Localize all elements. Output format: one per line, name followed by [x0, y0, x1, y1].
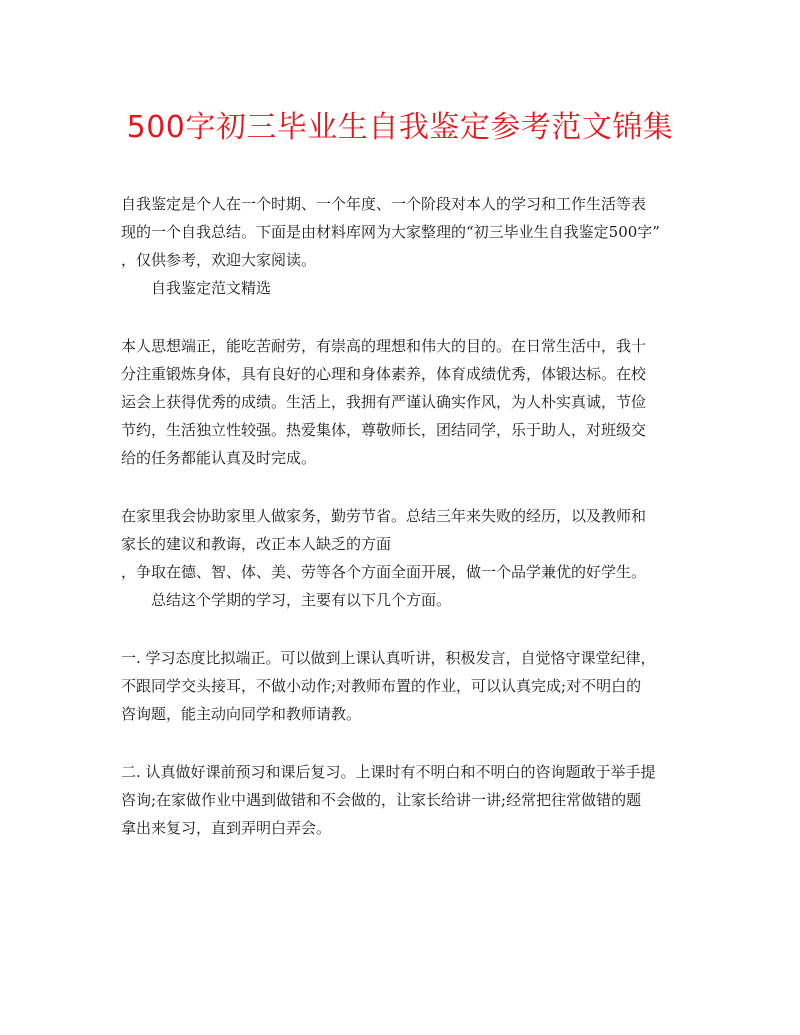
text-line: 不跟同学交头接耳，不做小动作;对教师布置的作业，可以认真完成;对不明白的 — [121, 677, 642, 695]
paragraph-spacer — [121, 728, 683, 758]
list-item-1 — [121, 644, 683, 728]
text-line: 咨询题，能主动向同学和教师请教。 — [121, 705, 362, 723]
paragraph-home — [121, 502, 683, 586]
text-line: 自我鉴定是个人在一个时期、一个年度、一个阶段对本人的学习和工作生活等表 — [121, 195, 647, 213]
text-line: 现的一个自我总结。下面是由材料库网为大家整理的“初三毕业生自我鉴定500字” — [121, 223, 660, 241]
list-item-2 — [121, 758, 683, 842]
paragraph-spacer — [121, 614, 683, 644]
text-line: 二. 认真做好课前预习和课后复习。上课时有不明白和不明白的咨询题敢于举手提 — [121, 763, 656, 781]
text-line: 拿出来复习，直到弄明白弄会。 — [121, 819, 332, 837]
text-line: 节约，生活独立性较强。热爱集体，尊敬师长，团结同学，乐于助人，对班级交 — [121, 421, 647, 439]
text-line: 运会上获得优秀的成绩。生活上，我拥有严谨认确实作风，为人朴实真诚，节俭 — [121, 393, 647, 411]
paragraph-character — [121, 332, 683, 472]
paragraph-spacer — [121, 472, 683, 502]
text-line: 咨询;在家做作业中遇到做错和不会做的，让家长给讲一讲;经常把往常做错的题 — [121, 791, 642, 809]
text-line: 家长的建议和教诲，改正本人缺乏的方面 — [121, 535, 392, 553]
document-body — [121, 190, 683, 842]
text-line: 给的任务都能认真及时完成。 — [121, 449, 317, 467]
section-heading: 自我鉴定范文精选 — [151, 279, 272, 297]
intro-paragraph — [121, 190, 683, 274]
summary-line: 总结这个学期的学习，主要有以下几个方面。 — [151, 591, 452, 609]
text-line: ，仅供参考，欢迎大家阅读。 — [121, 251, 317, 269]
text-line: 分注重锻炼身体，具有良好的心理和身体素养，体育成绩优秀，体锻达标。在校 — [121, 365, 647, 383]
text-line: 在家里我会协助家里人做家务，勤劳节省。总结三年来失败的经历，以及教师和 — [121, 507, 647, 525]
document-title: 500字初三毕业生自我鉴定参考范文锦集 — [126, 110, 674, 145]
text-line: 一. 学习态度比拟端正。可以做到上课认真听讲，积极发言，自觉恪守课堂纪律， — [121, 649, 656, 667]
text-line: 本人思想端正，能吃苦耐劳，有崇高的理想和伟大的目的。在日常生活中，我十 — [121, 337, 647, 355]
text-line: ，争取在德、智、体、美、劳等各个方面全面开展，做一个品学兼优的好学生。 — [121, 563, 647, 581]
paragraph-spacer — [121, 302, 683, 332]
